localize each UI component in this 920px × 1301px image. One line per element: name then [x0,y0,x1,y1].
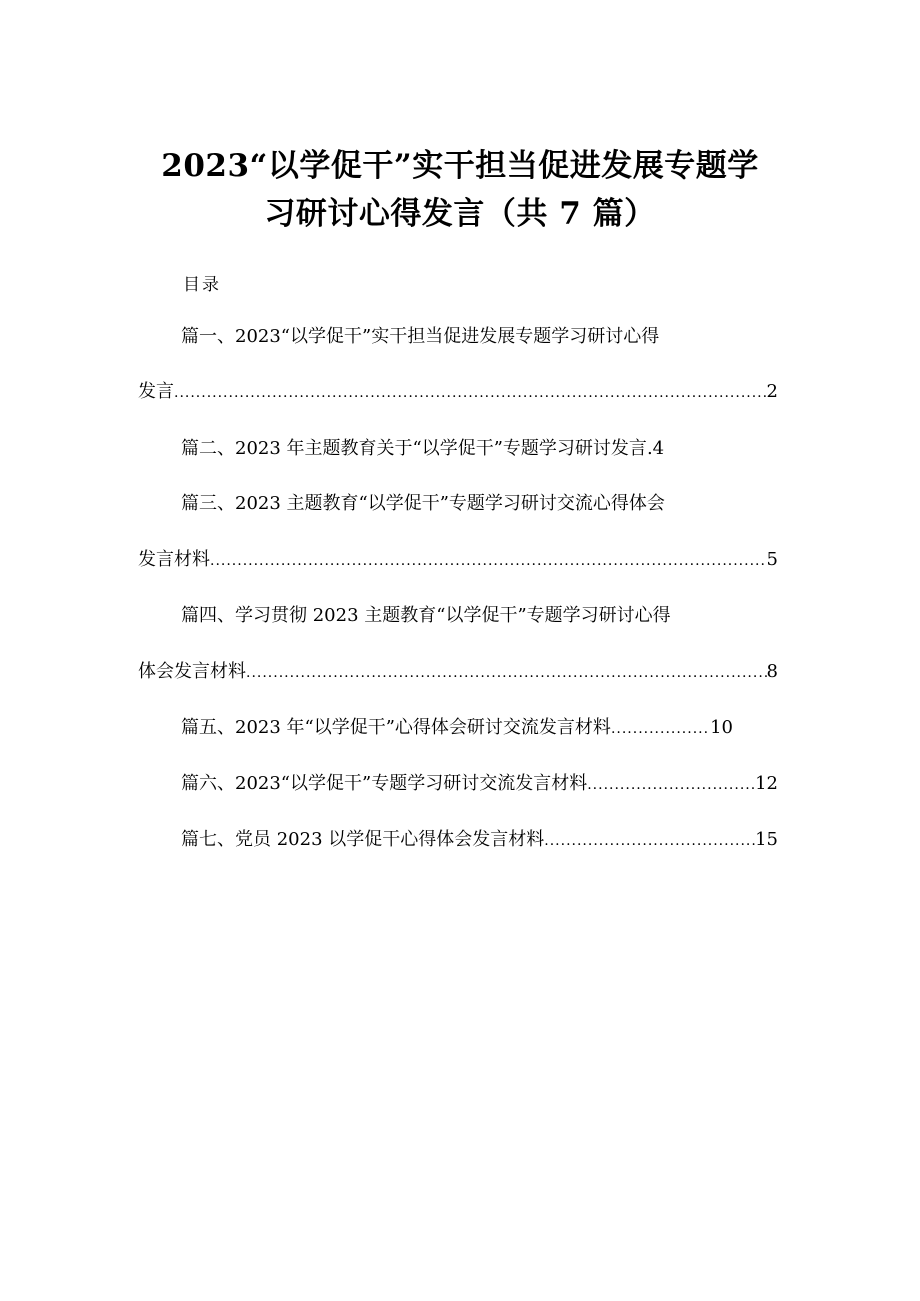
toc-item-6[interactable] [181,769,778,799]
toc-item-3-line-1[interactable] [181,489,778,519]
toc-item-2-page: 4 [652,438,665,459]
toc-item-7[interactable] [181,825,778,855]
toc-item-4-title-cont: 体会发言材料 [138,661,246,682]
title-line-1: 2023“以学促干”实干担当促进发展专题学 [161,148,759,184]
toc-item-2[interactable] [181,434,741,464]
toc-item-3-title-cont: 发言材料 [138,549,210,570]
toc-item-1-line-2[interactable] [138,377,778,407]
toc-item-1-title: 篇一、2023“以学促干”实干担当促进发展专题学习研讨心得 [181,326,660,347]
toc-item-5[interactable] [181,713,733,743]
toc-item-7-title: 篇七、党员 2023 以学促干心得体会发言材料 [181,829,545,850]
dot-leader [544,826,755,856]
toc-item-5-title: 篇五、2023 年“以学促干”心得体会研讨交流发言材料 [181,717,611,738]
toc-item-4-line-2[interactable] [138,657,778,687]
title-line-2: 习研讨心得发言（共 7 篇） [264,196,656,232]
toc-heading: 目录 [183,275,221,295]
toc-item-2-title: 篇二、2023 年主题教育关于“以学促干”专题学习研讨发言 [181,438,647,459]
dot-leader [174,378,767,408]
dot-leader [587,770,755,800]
toc-item-6-page: 12 [755,773,778,794]
toc-item-3-line-2[interactable] [138,545,778,575]
toc-item-5-page: 10 [710,717,733,738]
toc-item-3-title: 篇三、2023 主题教育“以学促干”专题学习研讨交流心得体会 [181,493,665,514]
toc-item-4-line-1[interactable] [181,601,778,631]
dot-leader [210,546,767,576]
dot-leader: . [646,438,653,459]
toc-item-7-page: 15 [755,829,778,850]
toc-item-1-title-cont: 发言 [138,381,174,402]
toc-item-1-line-1[interactable] [181,322,778,352]
dot-leader [611,714,710,744]
toc-item-4-title: 篇四、学习贯彻 2023 主题教育“以学促干”专题学习研讨心得 [181,605,671,626]
toc-item-3-page: 5 [766,549,778,570]
toc-item-4-page: 8 [766,661,778,682]
dot-leader [246,658,767,688]
toc-item-6-title: 篇六、2023“以学促干”专题学习研讨交流发言材料 [181,773,588,794]
toc-item-1-page: 2 [766,381,778,402]
